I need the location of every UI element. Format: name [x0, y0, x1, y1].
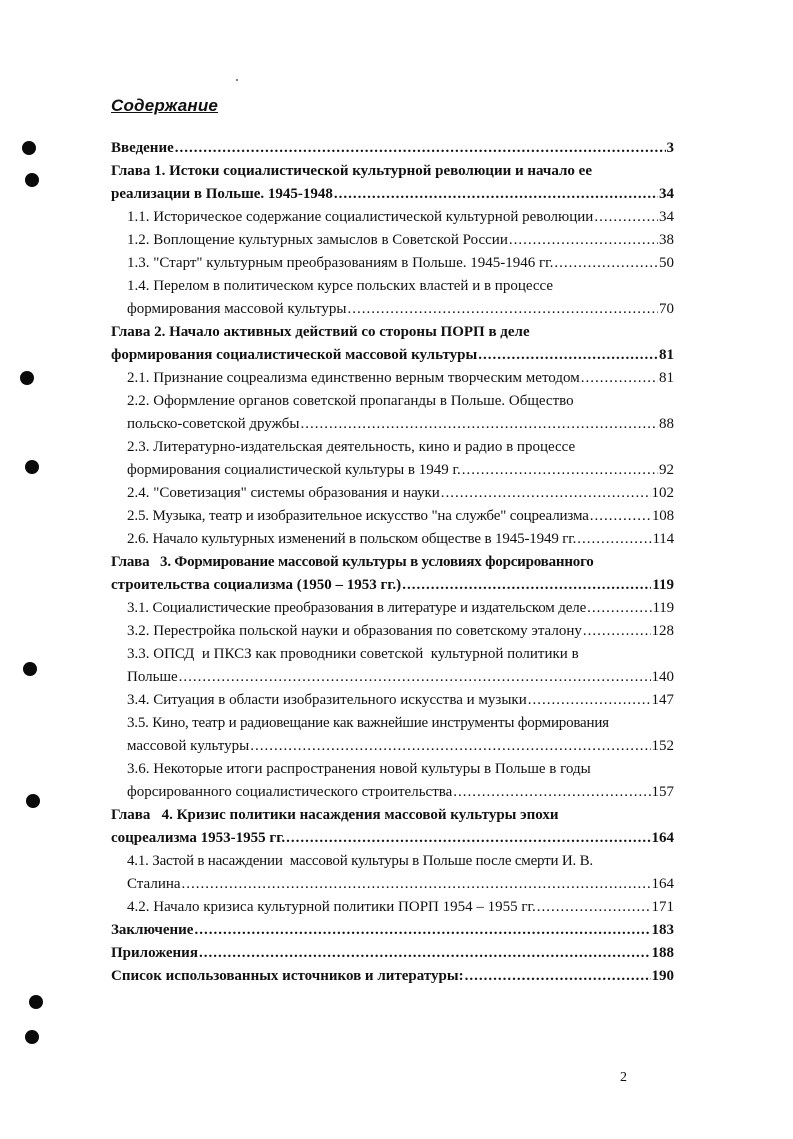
toc-entry-section-2-1[interactable]: 2.1. Признание соцреализма единственно верным творческим методом ..... 81: [111, 367, 674, 390]
toc-page-number: 147: [651, 692, 674, 708]
toc-page-number: 34: [659, 186, 674, 202]
toc-page-number: 38: [659, 232, 674, 248]
scan-speck: [236, 79, 238, 81]
toc-entry-introduction[interactable]: Введение ..... 3: [111, 137, 674, 160]
binder-hole-6: [26, 794, 40, 808]
toc-page-number: 190: [651, 968, 674, 984]
toc-entry-section-3-5-line1[interactable]: 3.5. Кино, театр и радиовещание как важнейшие инструменты формирования: [127, 715, 609, 731]
toc-page-number: 164: [651, 830, 674, 846]
toc-page-number: 92: [659, 462, 674, 478]
toc-page-number: 81: [659, 347, 674, 363]
toc-entry-section-2-3-line1[interactable]: 2.3. Литературно-издательская деятельность, кино и радио в процессе: [127, 439, 576, 455]
toc-entry-chapter-2-line1[interactable]: Глава 2. Начало активных действий со стороны ПОРП в деле: [111, 324, 530, 340]
toc-page-number: 108: [651, 508, 674, 524]
toc-entry-section-2-5[interactable]: 2.5. Музыка, театр и изобразительное искусство "на службе" соцреализма ..... 108: [111, 505, 674, 528]
toc-page-number: 119: [652, 577, 674, 593]
toc-title: Содержание: [111, 96, 219, 115]
toc-entry-section-4-2[interactable]: 4.2. Начало кризиса культурной политики ПОРП 1954 – 1955 гг. ..... 171: [111, 896, 674, 919]
binder-hole-3: [20, 371, 34, 385]
toc-entry-section-3-2[interactable]: 3.2. Перестройка польской науки и образования по советскому эталону ..... 128: [111, 620, 674, 643]
toc-page-number: 3: [666, 140, 674, 156]
toc-page-number: 188: [651, 945, 674, 961]
toc-page-number: 164: [651, 876, 674, 892]
toc-page-number: 119: [652, 600, 674, 616]
toc-entry-section-2-6[interactable]: 2.6. Начало культурных изменений в польском обществе в 1945-1949 гг. ..... 114: [111, 528, 674, 551]
toc-entry-section-3-6[interactable]: форсированного социалистического строительства ..... 157: [111, 781, 674, 804]
toc-page-number: 34: [659, 209, 674, 225]
toc-entry-section-2-4[interactable]: 2.4. "Советизация" системы образования и науки ..... 102: [111, 482, 674, 505]
toc-entry-section-3-5[interactable]: массовой культуры ..... 152: [111, 735, 674, 758]
toc-page-number: 70: [659, 301, 674, 317]
toc-entry-chapter-3-line1[interactable]: Глава 3. Формирование массовой культуры в условиях форсированного: [111, 554, 594, 570]
binder-hole-8: [25, 1030, 39, 1044]
binder-hole-2: [25, 173, 39, 187]
toc-page-number: 152: [651, 738, 674, 754]
toc-page-number: 140: [651, 669, 674, 685]
binder-hole-1: [22, 141, 36, 155]
toc-entry-chapter-2[interactable]: формирования социалистической массовой культуры ..... 81: [111, 344, 674, 367]
toc-entry-section-2-2-line1[interactable]: 2.2. Оформление органов советской пропаганды в Польше. Общество: [127, 393, 574, 409]
binder-hole-5: [23, 662, 37, 676]
toc-page-number: 88: [659, 416, 674, 432]
toc-page-number: 50: [659, 255, 674, 271]
binder-hole-4: [25, 460, 39, 474]
toc-entry-chapter-3[interactable]: строительства социализма (1950 – 1953 гг.) ..... 119: [111, 574, 674, 597]
toc-entry-section-2-3[interactable]: формирования социалистической культуры в 1949 г. ..... 92: [111, 459, 674, 482]
toc-entry-section-3-3[interactable]: Польше ..... 140: [111, 666, 674, 689]
table-of-contents: [111, 137, 674, 988]
toc-page-number: 128: [651, 623, 674, 639]
toc-entry-chapter-1-line1[interactable]: Глава 1. Истоки социалистической культурной революции и начало ее: [111, 163, 592, 179]
toc-entry-sources[interactable]: Список использованных источников и литературы: ..... 190: [111, 965, 674, 988]
toc-entry-section-1-1[interactable]: 1.1. Историческое содержание социалистической культурной революции ..... 34: [111, 206, 674, 229]
toc-entry-conclusion[interactable]: Заключение ..... 183: [111, 919, 674, 942]
toc-entry-section-3-3-line1[interactable]: 3.3. ОПСД и ПКСЗ как проводники советской культурной политики в: [127, 646, 579, 662]
toc-entry-section-1-2[interactable]: 1.2. Воплощение культурных замыслов в Советской России ..... 38: [111, 229, 674, 252]
toc-entry-chapter-4-line1[interactable]: Глава 4. Кризис политики насаждения массовой культуры эпохи: [111, 807, 559, 823]
toc-entry-section-1-4[interactable]: формирования массовой культуры ..... 70: [111, 298, 674, 321]
toc-entry-section-1-3[interactable]: 1.3. "Старт" культурным преобразованиям в Польше. 1945-1946 гг. ..... 50: [111, 252, 674, 275]
toc-page-number: 171: [651, 899, 674, 915]
toc-entry-section-3-6-line1[interactable]: 3.6. Некоторые итоги распространения новой культуры в Польше в годы: [127, 761, 591, 777]
toc-entry-section-3-4[interactable]: 3.4. Ситуация в области изобразительного искусства и музыки ..... 147: [111, 689, 674, 712]
toc-entry-section-2-2[interactable]: польско-советской дружбы ..... 88: [111, 413, 674, 436]
toc-page-number: 114: [652, 531, 674, 547]
toc-entry-section-4-1[interactable]: Сталина ..... 164: [111, 873, 674, 896]
page-number: 2: [620, 1070, 627, 1085]
toc-entry-section-3-1[interactable]: 3.1. Социалистические преобразования в литературе и издательском деле ..... 119: [111, 597, 674, 620]
toc-page-number: 81: [659, 370, 674, 386]
toc-page-number: 183: [651, 922, 674, 938]
toc-page-number: 102: [651, 485, 674, 501]
binder-hole-7: [29, 995, 43, 1009]
toc-entry-chapter-4[interactable]: соцреализма 1953-1955 гг. ..... 164: [111, 827, 674, 850]
toc-page-number: 157: [651, 784, 674, 800]
toc-entry-chapter-1[interactable]: реализации в Польше. 1945-1948 ..... 34: [111, 183, 674, 206]
toc-entry-section-4-1-line1[interactable]: 4.1. Застой в насаждении массовой культуры в Польше после смерти И. В.: [127, 853, 593, 869]
toc-entry-section-1-4-line1[interactable]: 1.4. Перелом в политическом курсе польских властей и в процессе: [127, 278, 554, 294]
toc-entry-appendix[interactable]: Приложения ..... 188: [111, 942, 674, 965]
